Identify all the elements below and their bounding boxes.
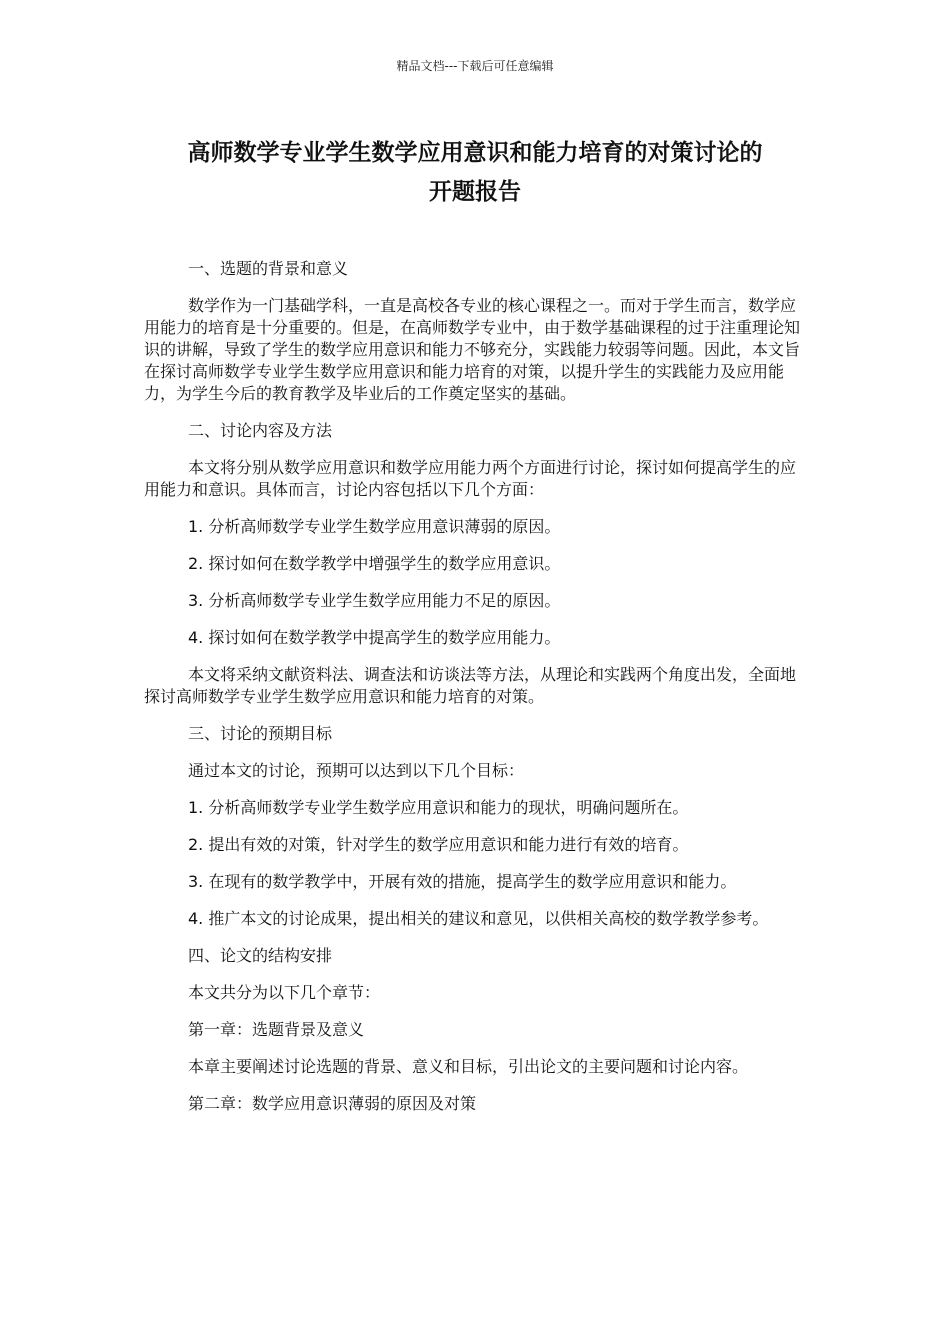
section-heading-3: 三、讨论的预期目标 xyxy=(188,724,333,743)
chapter-heading: 第二章：数学应用意识薄弱的原因及对策 xyxy=(188,1094,477,1113)
section-heading-1: 一、选题的背景和意义 xyxy=(188,259,349,278)
list-item: 3. 分析高师数学专业学生数学应用能力不足的原因。 xyxy=(188,591,561,610)
list-item: 4. 探讨如何在数学教学中提高学生的数学应用能力。 xyxy=(188,628,561,647)
section-heading-4: 四、论文的结构安排 xyxy=(188,946,333,965)
document-title xyxy=(0,134,950,212)
list-item: 3. 在现有的数学教学中，开展有效的措施，提高学生的数学应用意识和能力。 xyxy=(188,872,737,891)
title-line-2: 开题报告 xyxy=(429,179,521,205)
document-body xyxy=(144,258,806,1130)
paragraph-content-intro: 本文将分别从数学应用意识和数学应用能力两个方面进行讨论，探讨如何提高学生的应用能力和意识。具体而言，讨论内容包括以下几个方面： xyxy=(144,458,797,499)
header-note: 精品文档---下载后可任意编辑 xyxy=(396,59,554,73)
list-item: 2. 探讨如何在数学教学中增强学生的数学应用意识。 xyxy=(188,554,561,573)
list-item: 2. 提出有效的对策，针对学生的数学应用意识和能力进行有效的培育。 xyxy=(188,835,689,854)
list-item: 1. 分析高师数学专业学生数学应用意识和能力的现状，明确问题所在。 xyxy=(188,798,689,817)
chapter-heading: 第一章：选题背景及意义 xyxy=(188,1020,365,1039)
paragraph-goals-intro: 通过本文的讨论，预期可以达到以下几个目标： xyxy=(188,761,525,780)
paragraph-structure-intro: 本文共分为以下几个章节： xyxy=(188,983,381,1002)
chapter-description: 本章主要阐述讨论选题的背景、意义和目标，引出论文的主要问题和讨论内容。 xyxy=(188,1057,749,1076)
list-item: 4. 推广本文的讨论成果，提出相关的建议和意见，以供相关高校的数学教学参考。 xyxy=(188,909,769,928)
paragraph-methods: 本文将采纳文献资料法、调查法和访谈法等方法，从理论和实践两个角度出发，全面地探讨高师数学专业学生数学应用意识和能力培育的对策。 xyxy=(144,665,797,706)
list-item: 1. 分析高师数学专业学生数学应用意识薄弱的原因。 xyxy=(188,517,561,536)
section-heading-2: 二、讨论内容及方法 xyxy=(188,421,333,440)
paragraph-background: 数学作为一门基础学科，一直是高校各专业的核心课程之一。而对于学生而言，数学应用能力的培育是十分重要的。但是，在高师数学专业中，由于数学基础课程的过于注重理论知识的讲解，导致了学生的数学应用意识和能力不够充分，实践能力较弱等问题。因此，本文旨在探讨高师数学专业学生数学应用意识和能力培育的对策，以提升学生的实践能力及应用能力，为学生今后的教育教学及毕业后的工作奠定坚实的基础。 xyxy=(144,296,801,403)
title-line-1: 高师数学专业学生数学应用意识和能力培育的对策讨论的 xyxy=(187,140,763,166)
